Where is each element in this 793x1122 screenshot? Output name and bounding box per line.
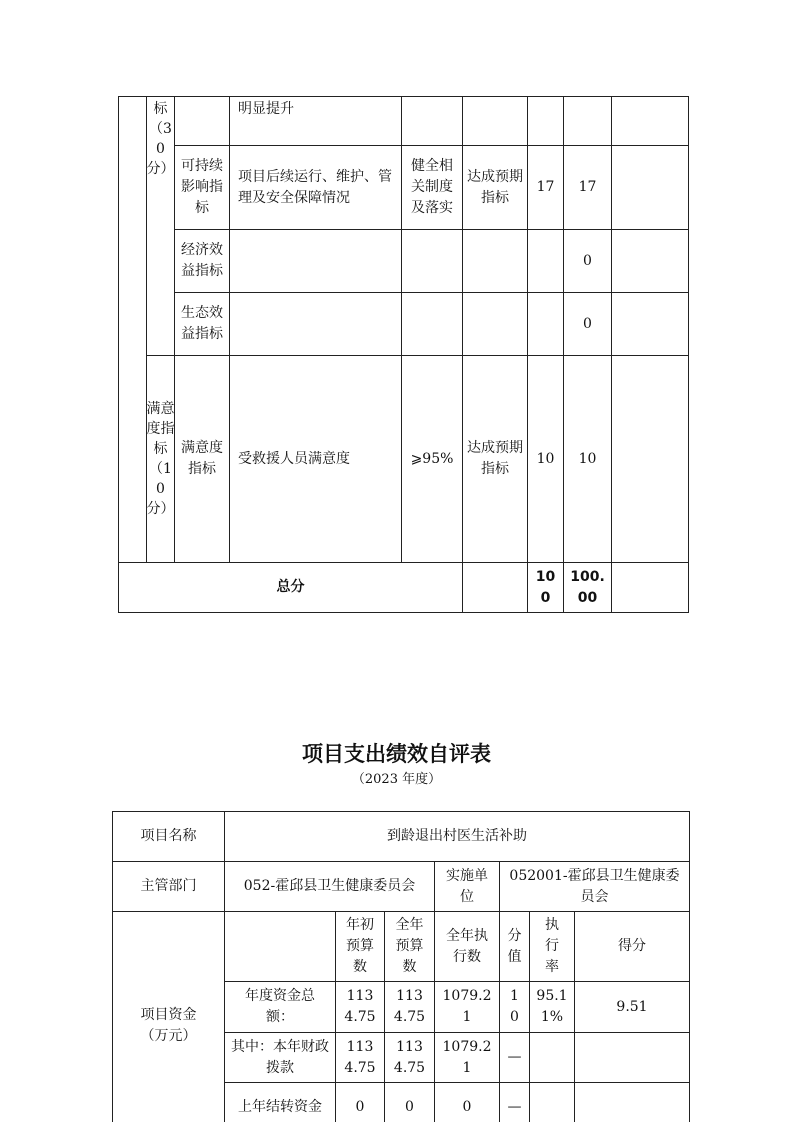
- total-weight: 100: [527, 562, 564, 613]
- table-cell: 10: [499, 981, 530, 1033]
- impl-value: 052001-霍邱县卫生健康委员会: [499, 861, 690, 912]
- table-cell: [611, 562, 689, 613]
- total-score: 100.00: [563, 562, 612, 613]
- table-cell: [529, 1032, 575, 1083]
- indicator-cell: 明显提升: [229, 96, 402, 146]
- target-cell: 健全相关制度及落实: [401, 145, 463, 230]
- category-cell: 标（30分）: [146, 96, 175, 356]
- weight-cell: 10: [527, 355, 564, 563]
- table-cell: 1134.75: [384, 981, 435, 1033]
- sub-indicator-cell: 经济效益指标: [174, 229, 230, 293]
- table-cell: 9.51: [574, 981, 690, 1033]
- project-name-label: 项目名称: [112, 811, 225, 862]
- actual-cell: 达成预期指标: [462, 145, 528, 230]
- table-cell: 1134.75: [335, 1032, 385, 1083]
- target-cell: ⩾95%: [401, 355, 463, 563]
- indicator-cell: [229, 229, 402, 293]
- table-cell: [118, 96, 147, 563]
- page-subtitle: （2023 年度）: [351, 772, 442, 787]
- sub-indicator-cell: 满意度指标: [174, 355, 230, 563]
- weight-cell: [527, 292, 564, 356]
- table-cell: [574, 1082, 690, 1122]
- header-cell: 分值: [499, 911, 530, 982]
- page-title: 项目支出绩效自评表: [302, 742, 491, 766]
- table-cell: [224, 911, 336, 982]
- table-cell: [529, 1082, 575, 1122]
- note-cell: [611, 96, 689, 146]
- note-cell: [611, 355, 689, 563]
- table-cell: 0: [434, 1082, 500, 1122]
- score-cell: 17: [563, 145, 612, 230]
- header-cell: 执行率: [529, 911, 575, 982]
- table-cell: 1134.75: [384, 1032, 435, 1083]
- weight-cell: [527, 229, 564, 293]
- header-cell: 得分: [574, 911, 690, 982]
- header-cell: 全年执行数: [434, 911, 500, 982]
- header-cell: 全年预算数: [384, 911, 435, 982]
- note-cell: [611, 145, 689, 230]
- target-cell: [401, 229, 463, 293]
- table-cell: [574, 1032, 690, 1083]
- project-name-value: 到龄退出村医生活补助: [224, 811, 690, 862]
- impl-label: 实施单位: [434, 861, 500, 912]
- row-label: 上年结转资金: [224, 1082, 336, 1122]
- table-cell: 1079.21: [434, 1032, 500, 1083]
- row-label: 年度资金总额：: [224, 981, 336, 1033]
- funds-label: 项目资金（万元）: [112, 911, 225, 1122]
- sub-indicator-cell: 生态效益指标: [174, 292, 230, 356]
- note-cell: [611, 229, 689, 293]
- actual-cell: [462, 292, 528, 356]
- score-cell: 0: [563, 229, 612, 293]
- weight-cell: [527, 96, 564, 146]
- row-label: 其中：本年财政拨款: [224, 1032, 336, 1083]
- table-cell: 0: [384, 1082, 435, 1122]
- score-cell: 0: [563, 292, 612, 356]
- table-cell: —: [499, 1082, 530, 1122]
- header-cell: 年初预算数: [335, 911, 385, 982]
- dept-label: 主管部门: [112, 861, 225, 912]
- sub-indicator-cell: 可持续影响指标: [174, 145, 230, 230]
- table-cell: 1079.21: [434, 981, 500, 1033]
- weight-cell: 17: [527, 145, 564, 230]
- indicator-cell: [229, 292, 402, 356]
- table-cell: 95.11%: [529, 981, 575, 1033]
- target-cell: [401, 292, 463, 356]
- indicator-cell: 受救援人员满意度: [229, 355, 402, 563]
- table-cell: 1134.75: [335, 981, 385, 1033]
- total-label: 总分: [118, 562, 463, 613]
- indicator-cell: 项目后续运行、维护、管理及安全保障情况: [229, 145, 402, 230]
- target-cell: [401, 96, 463, 146]
- actual-cell: [462, 229, 528, 293]
- actual-cell: 达成预期指标: [462, 355, 528, 563]
- dept-value: 052-霍邱县卫生健康委员会: [224, 861, 435, 912]
- sub-indicator-cell: [174, 96, 230, 146]
- category-cell: 满意度指标（10分）: [146, 355, 175, 563]
- table-cell: 0: [335, 1082, 385, 1122]
- table-cell: [462, 562, 528, 613]
- note-cell: [611, 292, 689, 356]
- score-cell: [563, 96, 612, 146]
- actual-cell: [462, 96, 528, 146]
- table-cell: —: [499, 1032, 530, 1083]
- score-cell: 10: [563, 355, 612, 563]
